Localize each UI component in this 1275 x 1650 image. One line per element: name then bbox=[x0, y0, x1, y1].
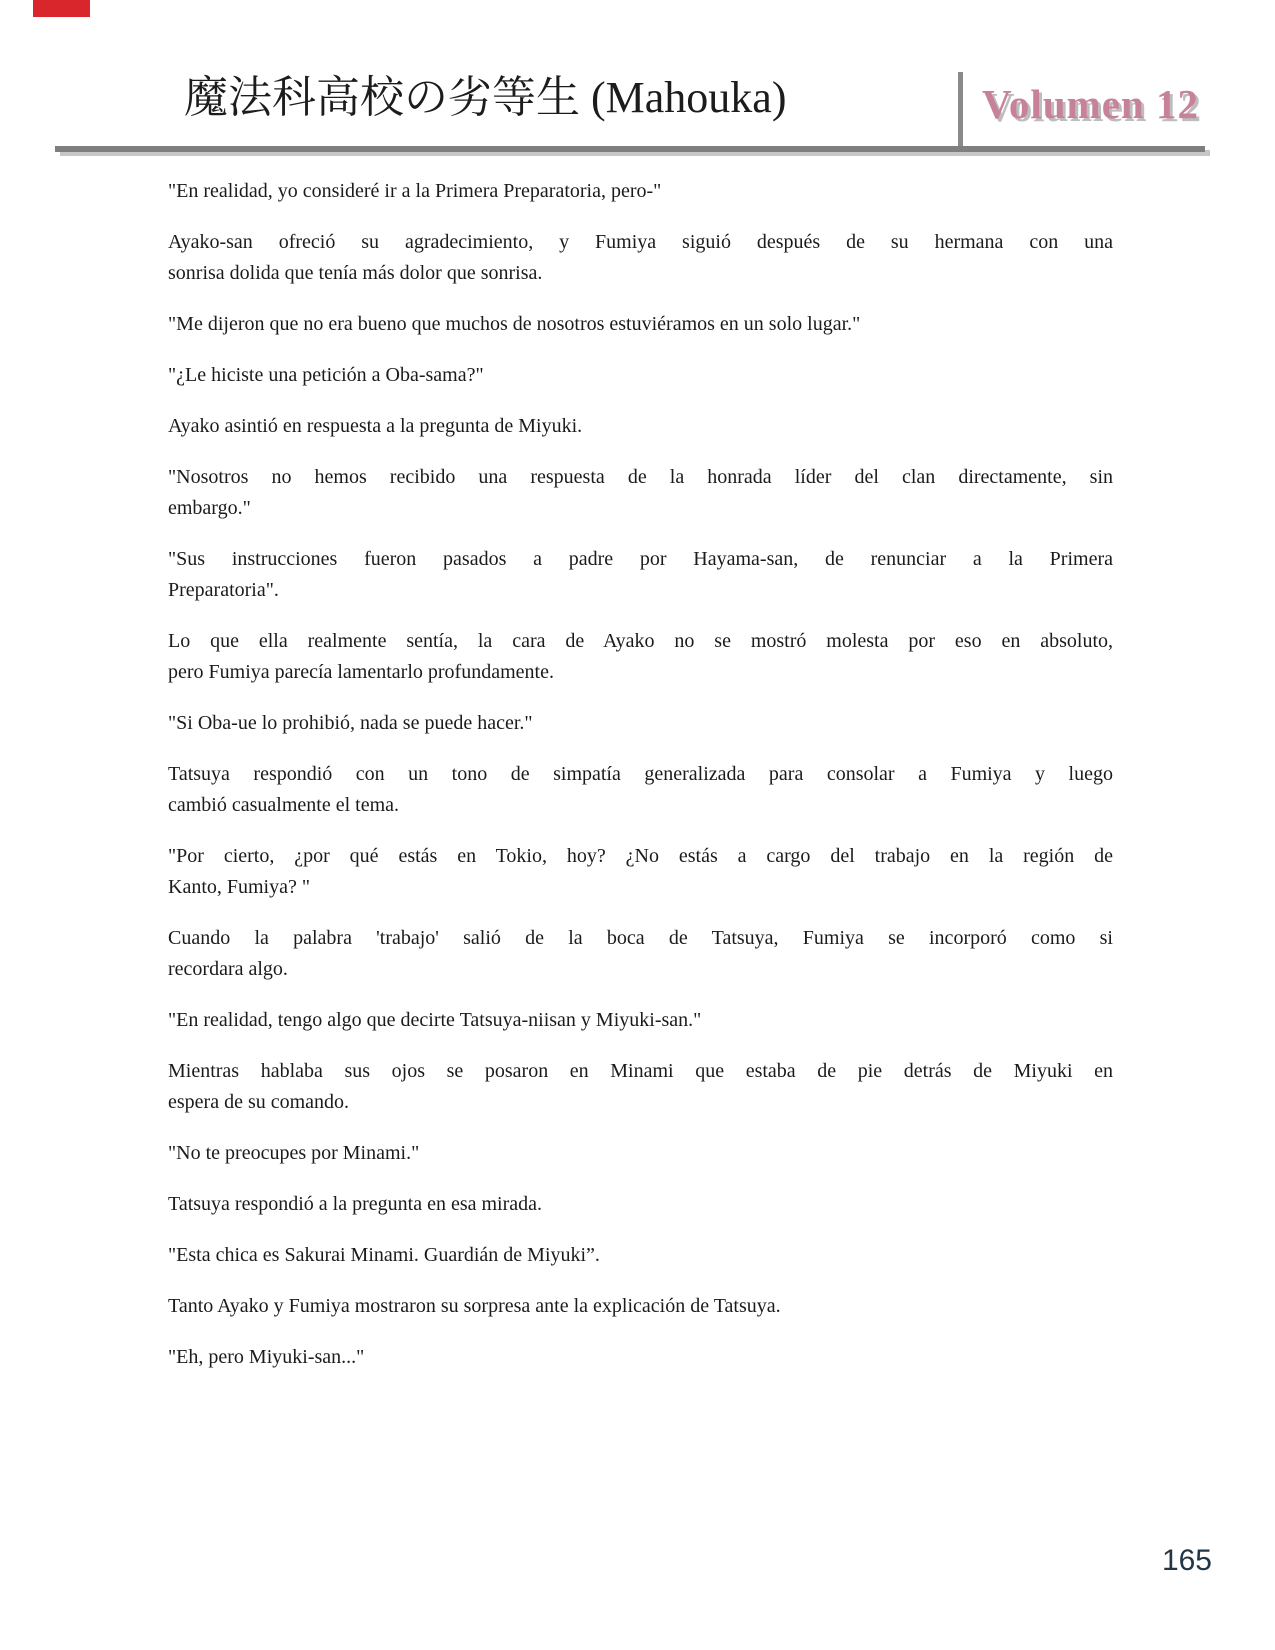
paragraph-line: cambió casualmente el tema. bbox=[168, 794, 400, 816]
paragraph-line: sonrisa dolida que tenía más dolor que sonrisa. bbox=[168, 262, 543, 284]
paragraph-line: "Nosotros no hemos recibido una respuesta de la honrada líder del clan directamente, sin bbox=[168, 466, 1113, 488]
paragraph bbox=[168, 176, 1113, 207]
paragraph-line: Ayako-san ofreció su agradecimiento, y Fumiya siguió después de su hermana con una bbox=[168, 231, 1113, 253]
paragraph bbox=[168, 1005, 1113, 1036]
paragraph bbox=[168, 411, 1113, 442]
volume-label: Volumen 12 bbox=[982, 81, 1199, 127]
paragraph-line: "Esta chica es Sakurai Minami. Guardián de Miyuki”. bbox=[168, 1244, 600, 1266]
paragraph-line: Tatsuya respondió con un tono de simpatía generalizada para consolar a Fumiya y luego bbox=[168, 763, 1113, 785]
paragraph bbox=[168, 1342, 1113, 1373]
paragraph bbox=[168, 544, 1113, 606]
corner-red-mark bbox=[33, 0, 90, 17]
paragraph bbox=[168, 1240, 1113, 1271]
paragraph-line: "Eh, pero Miyuki-san..." bbox=[168, 1346, 365, 1368]
book-title: 魔法科高校の劣等生 (Mahouka) bbox=[184, 73, 787, 122]
paragraph-line: "¿Le hiciste una petición a Oba-sama?" bbox=[168, 364, 484, 386]
paragraph-line: Tanto Ayako y Fumiya mostraron su sorpresa ante la explicación de Tatsuya. bbox=[168, 1295, 781, 1317]
paragraph bbox=[168, 1056, 1113, 1118]
paragraph bbox=[168, 759, 1113, 821]
paragraph bbox=[168, 1291, 1113, 1322]
page-number: 165 bbox=[1161, 1544, 1212, 1577]
paragraph-line: "Si Oba-ue lo prohibió, nada se puede hacer." bbox=[168, 712, 533, 734]
paragraph bbox=[168, 841, 1113, 903]
paragraph-line: embargo." bbox=[168, 497, 251, 519]
paragraph bbox=[168, 1189, 1113, 1220]
paragraph-line: pero Fumiya parecía lamentarlo profundamente. bbox=[168, 661, 554, 683]
paragraph-line: "En realidad, yo consideré ir a la Primera Preparatoria, pero-" bbox=[168, 180, 662, 202]
body-text bbox=[168, 176, 1113, 1393]
header-rule bbox=[55, 146, 1205, 152]
paragraph bbox=[168, 708, 1113, 739]
paragraph-line: recordara algo. bbox=[168, 958, 288, 980]
paragraph-line: Cuando la palabra 'trabajo' salió de la boca de Tatsuya, Fumiya se incorporó como si bbox=[168, 927, 1113, 949]
paragraph-line: "Sus instrucciones fueron pasados a padre por Hayama-san, de renunciar a la Primera bbox=[168, 548, 1113, 570]
paragraph bbox=[168, 309, 1113, 340]
paragraph-line: Kanto, Fumiya? " bbox=[168, 876, 311, 898]
paragraph bbox=[168, 360, 1113, 391]
paragraph-line: Lo que ella realmente sentía, la cara de Ayako no se mostró molesta por eso en absoluto, bbox=[168, 630, 1113, 652]
paragraph-line: "Por cierto, ¿por qué estás en Tokio, hoy? ¿No estás a cargo del trabajo en la región de bbox=[168, 845, 1113, 867]
paragraph bbox=[168, 923, 1113, 985]
paragraph-line: Preparatoria". bbox=[168, 579, 279, 601]
paragraph bbox=[168, 626, 1113, 688]
paragraph-line: espera de su comando. bbox=[168, 1091, 350, 1113]
paragraph-line: Ayako asintió en respuesta a la pregunta de Miyuki. bbox=[168, 415, 583, 437]
header-divider bbox=[958, 72, 963, 150]
paragraph bbox=[168, 1138, 1113, 1169]
paragraph-line: Mientras hablaba sus ojos se posaron en Minami que estaba de pie detrás de Miyuki en bbox=[168, 1060, 1113, 1082]
paragraph bbox=[168, 462, 1113, 524]
paragraph bbox=[168, 227, 1113, 289]
paragraph-line: "No te preocupes por Minami." bbox=[168, 1142, 420, 1164]
paragraph-line: Tatsuya respondió a la pregunta en esa mirada. bbox=[168, 1193, 543, 1215]
paragraph-line: "En realidad, tengo algo que decirte Tatsuya-niisan y Miyuki-san." bbox=[168, 1009, 702, 1031]
paragraph-line: "Me dijeron que no era bueno que muchos de nosotros estuviéramos en un solo lugar." bbox=[168, 313, 861, 335]
